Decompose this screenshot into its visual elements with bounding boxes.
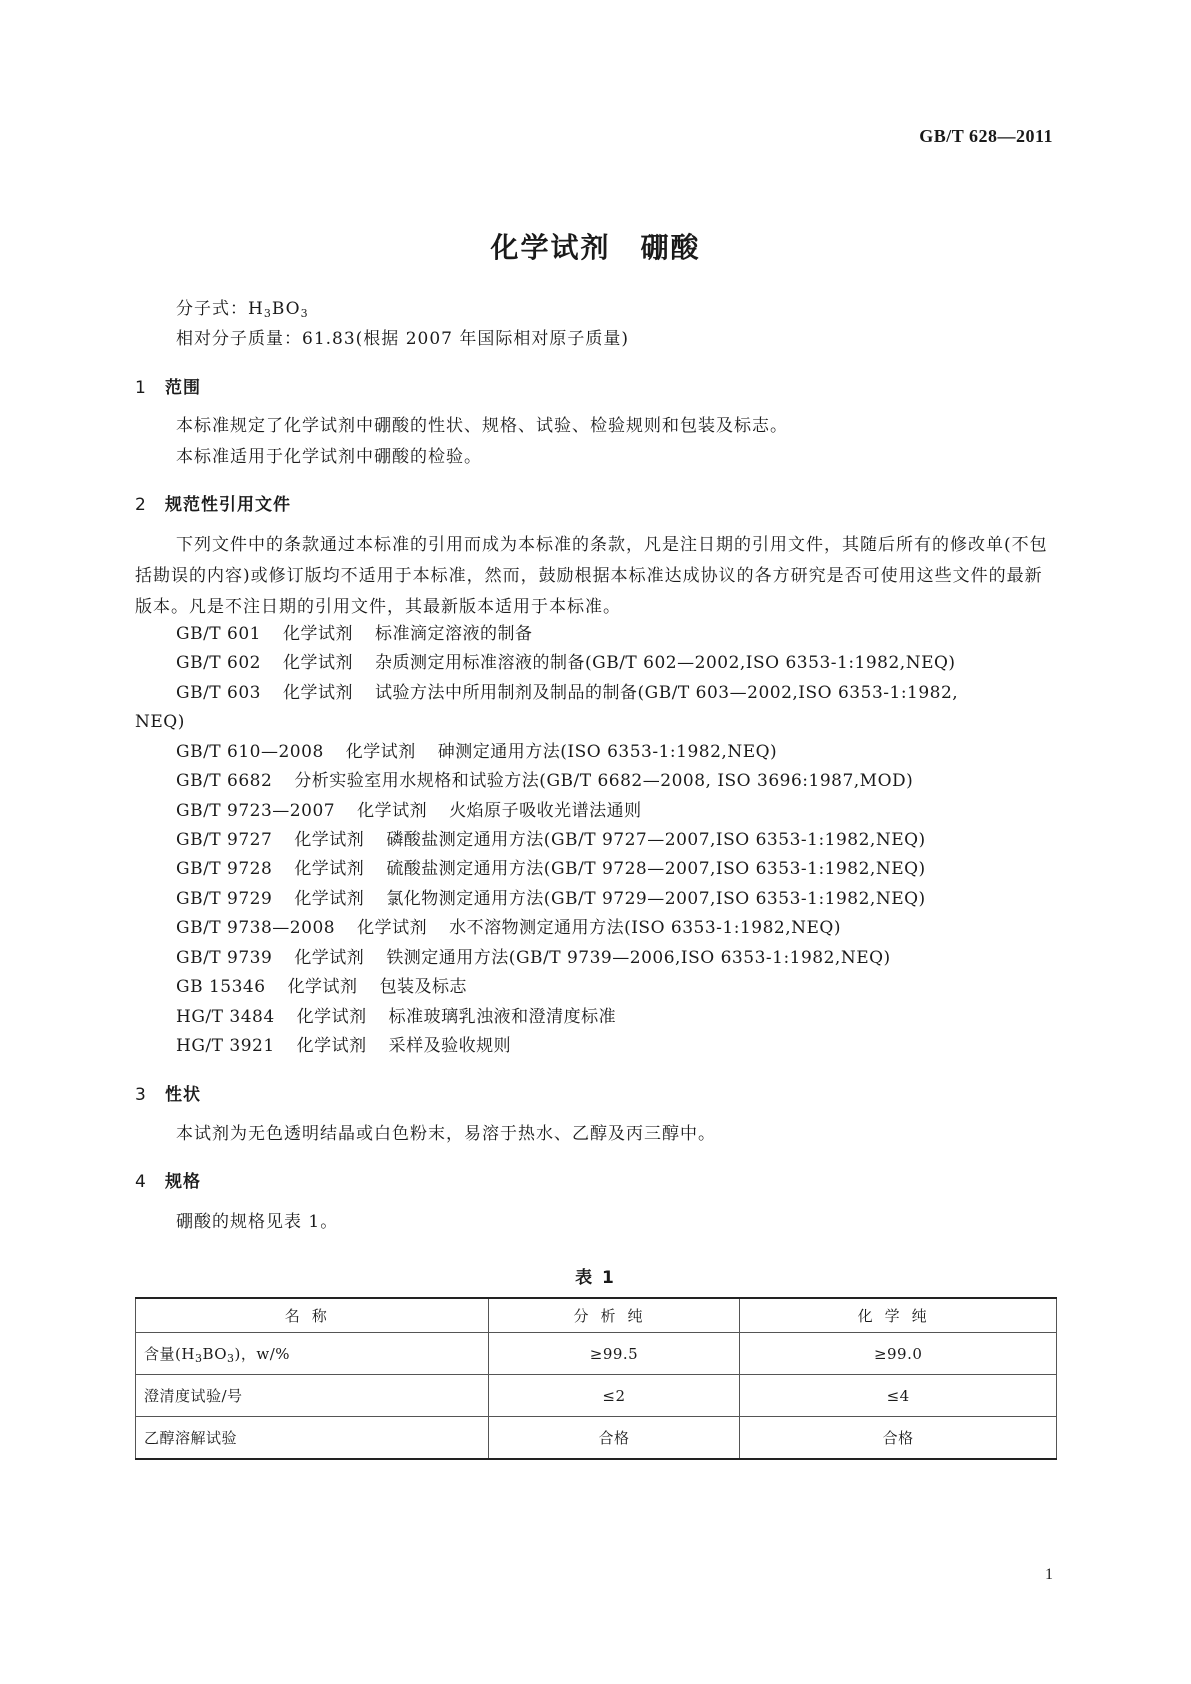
table-row xyxy=(136,1375,1057,1417)
section-4-heading: 4 规格 xyxy=(135,1172,201,1192)
row-value-ar: ≥99.5 xyxy=(488,1333,740,1375)
row-name: 澄清度试验/号 xyxy=(136,1375,489,1417)
molecular-formula: 分子式：$H_3BO_3$ xyxy=(176,299,309,320)
reference-item: GB 15346 化学试剂 包装及标志 xyxy=(176,977,468,997)
row-value-cp: 合格 xyxy=(740,1417,1057,1460)
reference-item: GB/T 9729 化学试剂 氯化物测定通用方法(GB/T 9729—2007,ISO 6353-1:1982,NEQ) xyxy=(176,889,926,909)
table-row xyxy=(136,1417,1057,1460)
section-2-heading: 2 规范性引用文件 xyxy=(135,495,291,515)
section-4-paragraph: 硼酸的规格见表 1。 xyxy=(176,1212,339,1232)
reference-item: GB/T 610—2008 化学试剂 砷测定通用方法(ISO 6353-1:1982,NEQ) xyxy=(176,742,778,762)
section-3-paragraph: 本试剂为无色透明结晶或白色粉末，易溶于热水、乙醇及丙三醇中。 xyxy=(176,1124,716,1144)
page-number: 1 xyxy=(1045,1566,1053,1583)
reference-item: GB/T 9727 化学试剂 磷酸盐测定通用方法(GB/T 9727—2007,ISO 6353-1:1982,NEQ) xyxy=(176,830,926,850)
reference-item: GB/T 601 化学试剂 标准滴定溶液的制备 xyxy=(176,624,533,644)
row-name: 乙醇溶解试验 xyxy=(136,1417,489,1460)
reference-item: HG/T 3484 化学试剂 标准玻璃乳浊液和澄清度标准 xyxy=(176,1007,617,1027)
reference-item-continuation: NEQ) xyxy=(135,712,185,732)
reference-item: GB/T 9738—2008 化学试剂 水不溶物测定通用方法(ISO 6353-1:1982,NEQ) xyxy=(176,918,841,938)
header-chemically-pure: 化学纯 xyxy=(740,1298,1057,1333)
reference-item: GB/T 9728 化学试剂 硫酸盐测定通用方法(GB/T 9728—2007,ISO 6353-1:1982,NEQ) xyxy=(176,859,926,879)
reference-item: GB/T 6682 分析实验室用水规格和试验方法(GB/T 6682—2008, ISO 3696:1987,MOD) xyxy=(176,771,914,791)
row-name: 含量$(H_3BO_3)$，w/% xyxy=(136,1333,489,1375)
table-caption: 表 1 xyxy=(575,1268,616,1288)
header-name: 名称 xyxy=(136,1298,489,1333)
table-row xyxy=(136,1333,1057,1375)
document-title: 化学试剂 硼酸 xyxy=(490,231,701,264)
reference-item: GB/T 9739 化学试剂 铁测定通用方法(GB/T 9739—2006,ISO 6353-1:1982,NEQ) xyxy=(176,948,891,968)
relative-molecular-mass: 相对分子质量：61.83(根据 2007 年国际相对原子质量) xyxy=(176,329,630,349)
section-2-intro-paragraph: 下列文件中的条款通过本标准的引用而成为本标准的条款，凡是注日期的引用文件，其随后所有的修改单(不包括勘误的内容)或修订版均不适用于本标准，然而，鼓励根据本标准达成协议的各方研究是否可使用这些文件的最新版本。凡是不注日期的引用文件，其最新版本适用于本标准。 xyxy=(135,535,1048,617)
row-value-cp: ≤4 xyxy=(740,1375,1057,1417)
header-analytical-reagent: 分析纯 xyxy=(488,1298,740,1333)
section-1-paragraph-2: 本标准适用于化学试剂中硼酸的检验。 xyxy=(176,447,482,467)
row-value-ar: 合格 xyxy=(488,1417,740,1460)
reference-item: HG/T 3921 化学试剂 采样及验收规则 xyxy=(176,1036,512,1056)
row-value-cp: ≥99.0 xyxy=(740,1333,1057,1375)
specification-table xyxy=(135,1297,1057,1460)
section-1-heading: 1 范围 xyxy=(135,378,201,398)
reference-item: GB/T 603 化学试剂 试验方法中所用制剂及制品的制备(GB/T 603—2002,ISO 6353-1:1982, xyxy=(176,683,959,703)
reference-item: GB/T 602 化学试剂 杂质测定用标准溶液的制备(GB/T 602—2002,ISO 6353-1:1982,NEQ) xyxy=(176,653,956,673)
section-1-paragraph-1: 本标准规定了化学试剂中硼酸的性状、规格、试验、检验规则和包装及标志。 xyxy=(176,416,788,436)
row-value-ar: ≤2 xyxy=(488,1375,740,1417)
reference-item: GB/T 9723—2007 化学试剂 火焰原子吸收光谱法通则 xyxy=(176,801,642,821)
standard-code: GB/T 628—2011 xyxy=(919,126,1053,146)
table-header-row xyxy=(136,1298,1057,1333)
section-3-heading: 3 性状 xyxy=(135,1085,201,1105)
